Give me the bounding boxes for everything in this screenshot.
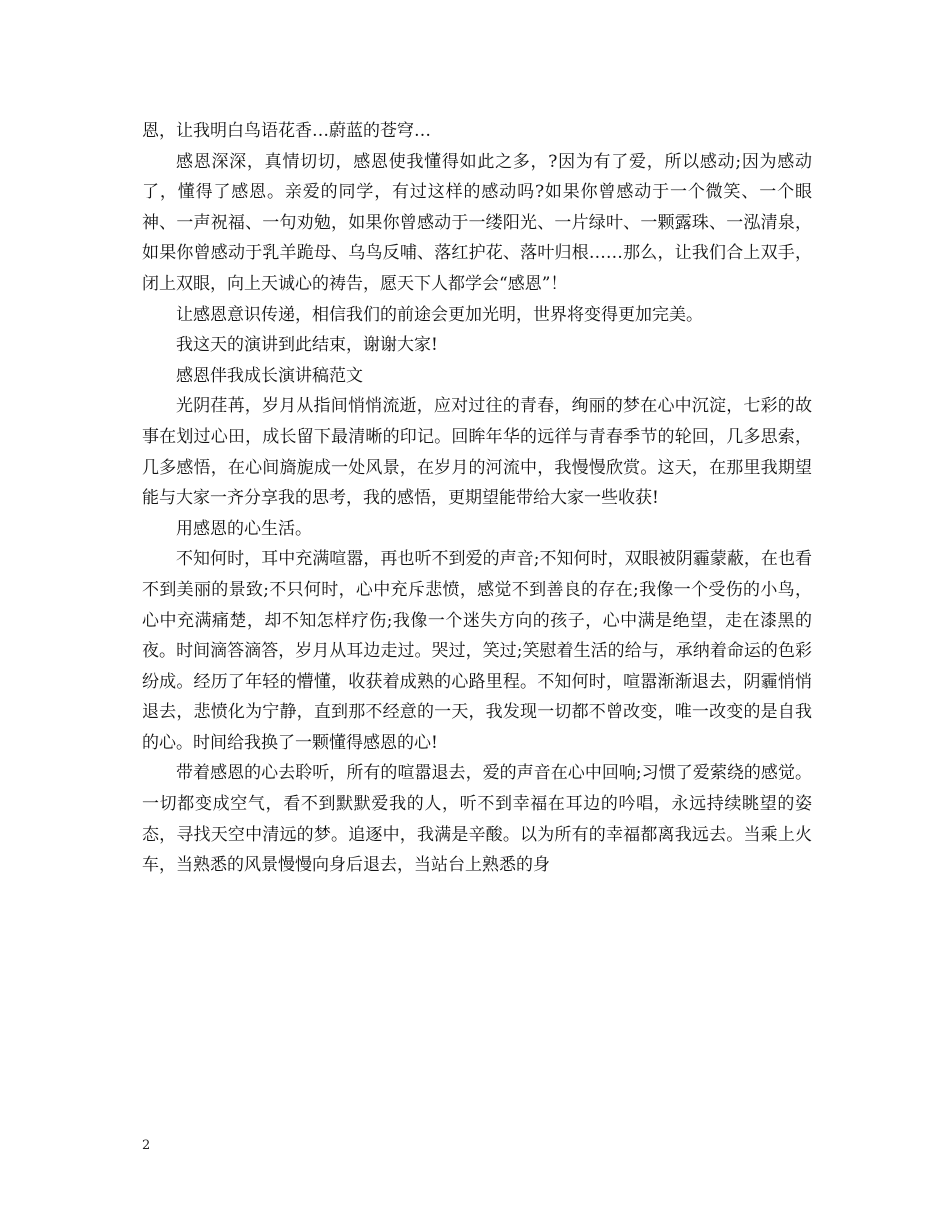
- paragraph-4: 我这天的演讲到此结束，谢谢大家!: [176, 335, 438, 356]
- paragraph-9: 带着感恩的心去聆听，所有的喧嚣退去，爱的声音在心中回响;习惯了爱萦绕的感觉。一切都变成空气，看不到默默爱我的人，听不到幸福在耳边的吟唱，永远持续眺望的姿态，寻找天空中清远的梦。追逐中，我满是辛酸。以为所有的幸福都离我远去。当乘上火车，当熟悉的风景慢慢向身后退去，当站台上熟悉的身: [142, 763, 812, 876]
- paragraph-7: 用感恩的心生活。: [176, 518, 312, 539]
- paragraph-1: 恩，让我明白鸟语花香…蔚蓝的苍穹…: [142, 121, 431, 141]
- paragraph-2: 感恩深深，真情切切，感恩使我懂得如此之多，?因为有了爱，所以感动;因为感动了，懂得了感恩。亲爱的同学，有过这样的感动吗?如果你曾感动于一个微笑、一个眼神、一声祝福、一句劝勉，如果你曾感动于一缕阳光、一片绿叶、一颗露珠、一泓清泉，如果你曾感动于乳羊跪母、乌鸟反哺、落红护花、落叶归根……那么，让我们合上双手，闭上双眼，向上天诚心的祷告，愿天下人都学会“感恩”！: [142, 151, 812, 294]
- page-number: 2: [142, 1138, 151, 1153]
- paragraph-3: 让感恩意识传递，相信我们的前途会更加光明，世界将变得更加完美。: [176, 304, 703, 325]
- document-body: [142, 116, 812, 881]
- paragraph-6: 光阴荏苒，岁月从指间悄悄流逝，应对过往的青春，绚丽的梦在心中沉淀，七彩的故事在划过心田，成长留下最清晰的印记。回眸年华的远徉与青春季节的轮回，几多思索，几多感悟，在心间旖旎成一处风景，在岁月的河流中，我慢慢欣赏。这天，在那里我期望能与大家一齐分享我的思考，我的感悟，更期望能带给大家一些收获!: [142, 396, 812, 509]
- paragraph-8: 不知何时，耳中充满喧嚣，再也听不到爱的声音;不知何时，双眼被阴霾蒙蔽，在也看不到美丽的景致;不只何时，心中充斥悲愤，感觉不到善良的存在;我像一个受伤的小鸟，心中充满痛楚，却不知怎样疗伤;我像一个迷失方向的孩子，心中满是绝望，走在漆黑的夜。时间滴答滴答，岁月从耳边走过。哭过，笑过;笑慰着生活的给与，承纳着命运的色彩纷成。经历了年轻的懵懂，收获着成熟的心路里程。不知何时，喧嚣渐渐退去，阴霾悄悄退去，悲愤化为宁静，直到那不经意的一天，我发现一切都不曾改变，唯一改变的是自我的心。时间给我换了一颗懂得感恩的心!: [142, 549, 812, 753]
- section-title: 感恩伴我成长演讲稿范文: [176, 365, 363, 386]
